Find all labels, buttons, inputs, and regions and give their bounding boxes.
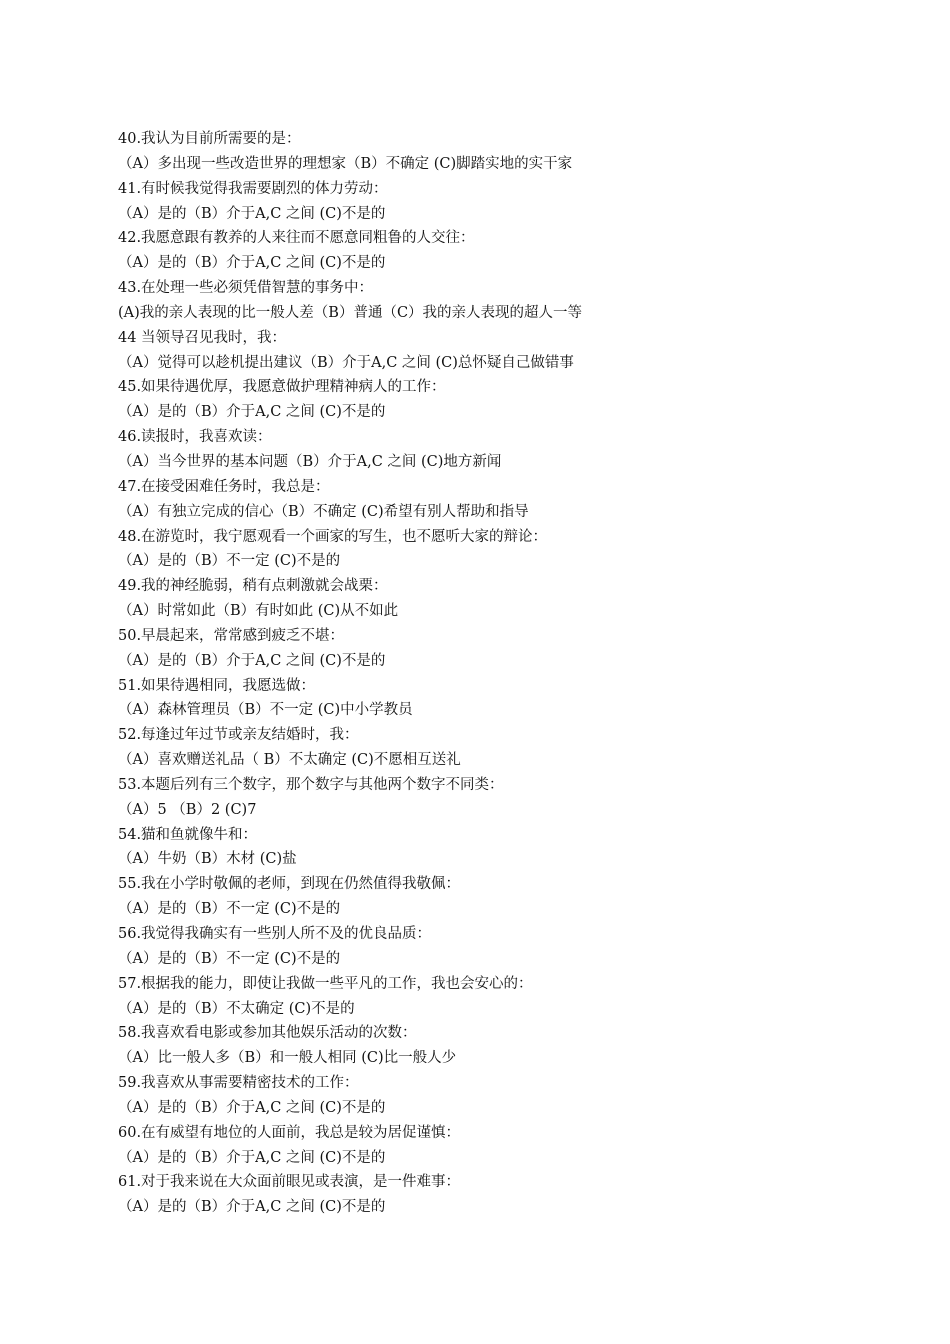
question-text: 57.根据我的能力，即使让我做一些平凡的工作，我也会安心的：	[118, 975, 533, 992]
question-text: 56.我觉得我确实有一些别人所不及的优良品质：	[118, 926, 432, 942]
answer-options: （A）是的（B）不一定 (C)不是的	[118, 553, 341, 570]
answer-options: （A）是的（B）介于A,C 之间 (C)不是的	[118, 255, 386, 272]
question-item	[118, 972, 898, 1022]
answer-options: （A）是的（B）介于A,C 之间 (C)不是的	[118, 1199, 386, 1216]
answer-options: （A）5 （B）2 (C)7	[118, 801, 257, 818]
question-text: 42.我愿意跟有教养的人来往而不愿意同粗鲁的人交往：	[118, 230, 475, 247]
answer-options: （A）是的（B）不一定 (C)不是的	[118, 901, 341, 918]
question-text: 61.对于我来说在大众面前眼见或表演，是一件难事：	[118, 1174, 461, 1191]
answer-options: （A）当今世界的基本问题（B）介于A,C 之间 (C)地方新闻	[118, 453, 502, 470]
question-text: 41.有时候我觉得我需要剧烈的体力劳动：	[118, 180, 388, 197]
question-text: 40.我认为目前所需要的是：	[118, 131, 301, 147]
question-list	[118, 127, 898, 1220]
question-text: 54.猫和鱼就像牛和：	[118, 826, 258, 843]
answer-options: （A）是的（B）不太确定 (C)不是的	[118, 1000, 355, 1017]
answer-options: （A）牛奶（B）木材 (C)盐	[118, 851, 297, 868]
question-item	[118, 922, 898, 972]
question-text: 58.我喜欢看电影或参加其他娱乐活动的次数：	[118, 1025, 417, 1042]
answer-options: （A）是的（B）介于A,C 之间 (C)不是的	[118, 1149, 386, 1166]
question-text: 45.如果待遇优厚，我愿意做护理精神病人的工作：	[118, 379, 446, 396]
answer-options: （A）森林管理员（B）不一定 (C)中小学教员	[118, 702, 413, 719]
question-text: 60.在有威望有地位的人面前，我总是较为居促谨慎：	[118, 1124, 461, 1141]
question-text: 59.我喜欢从事需要精密技术的工作：	[118, 1075, 359, 1092]
answer-options: (A)我的亲人表现的比一般人差（B）普通（C）我的亲人表现的超人一等	[118, 304, 583, 321]
question-item	[118, 574, 898, 624]
question-text: 48.在游览时，我宁愿观看一个画家的写生，也不愿听大家的辩论：	[118, 528, 548, 545]
question-item	[118, 1021, 898, 1071]
question-text: 46.读报时，我喜欢读：	[118, 429, 272, 446]
question-item	[118, 1121, 898, 1171]
question-item	[118, 475, 898, 525]
question-text: 50.早晨起来，常常感到疲乏不堪：	[118, 627, 345, 644]
answer-options: （A）觉得可以趁机提出建议（B）介于A,C 之间 (C)总怀疑自己做错事	[118, 354, 574, 371]
answer-options: （A）是的（B）不一定 (C)不是的	[118, 950, 341, 967]
question-item	[118, 375, 898, 425]
question-item	[118, 127, 898, 177]
question-text: 47.在接受困难任务时，我总是：	[118, 478, 330, 495]
answer-options: （A）有独立完成的信心（B）不确定 (C)希望有别人帮助和指导	[118, 503, 529, 520]
questionnaire-page	[118, 127, 898, 1220]
question-text: 51.如果待遇相同，我愿选做：	[118, 677, 316, 694]
question-item	[118, 674, 898, 724]
question-item	[118, 525, 898, 575]
question-text: 43.在处理一些必须凭借智慧的事务中：	[118, 280, 374, 297]
question-item	[118, 823, 898, 873]
answer-options: （A）多出现一些改造世界的理想家（B）不确定 (C)脚踏实地的实干家	[118, 155, 573, 172]
question-text: 52.每逢过年过节或亲友结婚时，我：	[118, 727, 359, 744]
question-item	[118, 226, 898, 276]
question-item	[118, 177, 898, 227]
question-text: 44 当领导召见我时，我：	[118, 329, 287, 346]
question-item	[118, 624, 898, 674]
answer-options: （A）喜欢赠送礼品（ B）不太确定 (C)不愿相互送礼	[118, 752, 461, 769]
question-item	[118, 425, 898, 475]
question-item	[118, 1071, 898, 1121]
question-item	[118, 872, 898, 922]
answer-options: （A）是的（B）介于A,C 之间 (C)不是的	[118, 205, 386, 222]
question-item	[118, 276, 898, 326]
answer-options: （A）是的（B）介于A,C 之间 (C)不是的	[118, 404, 386, 421]
question-item	[118, 1170, 898, 1220]
question-item	[118, 773, 898, 823]
answer-options: （A）是的（B）介于A,C 之间 (C)不是的	[118, 652, 386, 669]
question-text: 55.我在小学时敬佩的老师，到现在仍然值得我敬佩：	[118, 876, 461, 893]
answer-options: （A）是的（B）介于A,C 之间 (C)不是的	[118, 1099, 386, 1116]
question-text: 49.我的神经脆弱，稍有点刺激就会战栗：	[118, 578, 388, 595]
question-text: 53.本题后列有三个数字，那个数字与其他两个数字不同类：	[118, 776, 504, 793]
question-item	[118, 723, 898, 773]
answer-options: （A）时常如此（B）有时如此 (C)从不如此	[118, 603, 399, 620]
answer-options: （A）比一般人多（B）和一般人相同 (C)比一般人少	[118, 1050, 457, 1067]
question-item	[118, 326, 898, 376]
